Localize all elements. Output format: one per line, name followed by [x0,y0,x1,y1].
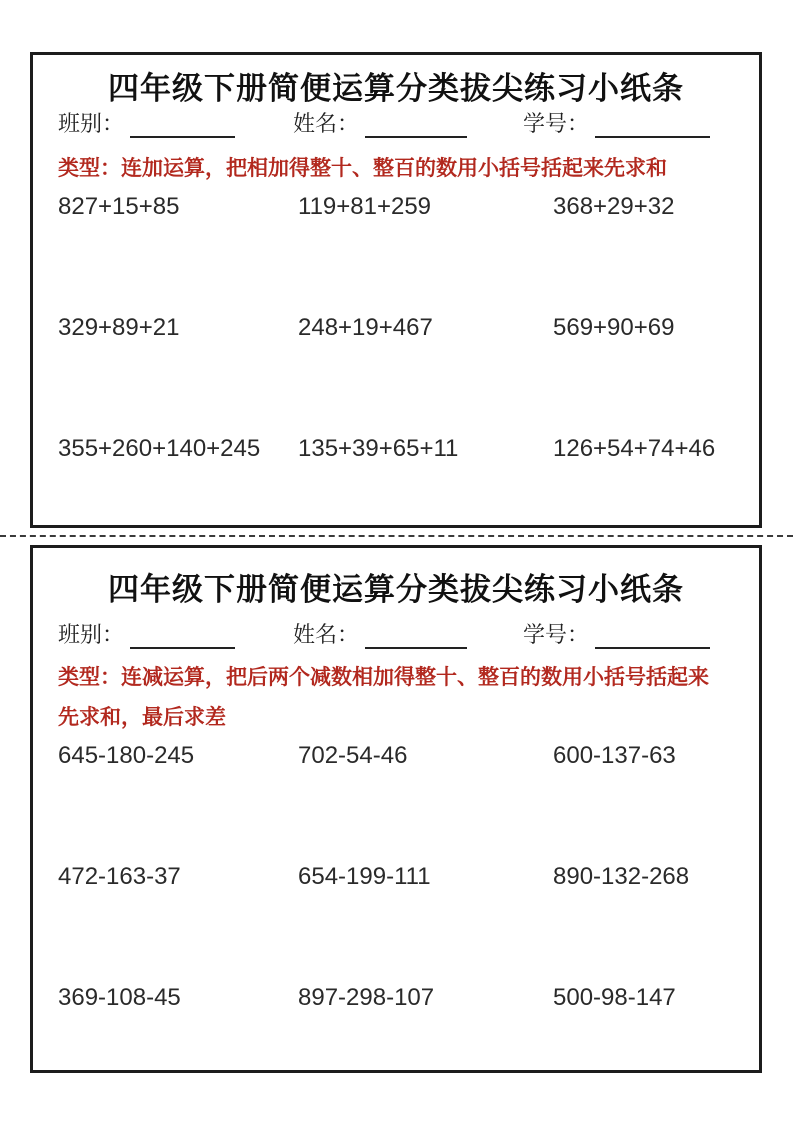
problem-cell: 600-137-63 [553,742,676,769]
class-field-label: 班别： [58,111,125,136]
problem-cell: 897-298-107 [298,984,435,1011]
type-note: 类型：连减运算，把后两个减数相加得整十、整百的数用小括号括起来先求和，最后求差 [58,666,709,729]
problem-row [33,193,759,314]
problem-cell: 569+90+69 [553,314,675,341]
name-field-label: 姓名： [293,111,360,136]
problem-row [33,314,759,435]
problem-row [33,984,759,1105]
problem-cell: 472-163-37 [58,863,181,890]
problem-cell: 329+89+21 [58,314,180,341]
problems-grid [33,193,759,556]
problem-cell: 126+54+74+46 [553,435,716,462]
problem-row [33,863,759,984]
problem-cell: 827+15+85 [58,193,180,220]
problem-cell: 119+81+259 [298,193,432,220]
problem-cell: 355+260+140+245 [58,435,261,462]
problem-cell: 368+29+32 [553,193,675,220]
student-info-row [33,618,759,652]
practice-slip-2 [30,545,762,1073]
student-number-field-blank [595,110,710,138]
name-field-blank [365,110,467,138]
class-field-blank [130,110,235,138]
name-field-label: 姓名： [293,622,360,647]
student-number-field-label: 学号： [523,111,590,136]
name-field [293,107,467,138]
type-note: 类型：连加运算，把相加得整十、整百的数用小括号括起来先求和 [58,157,667,180]
class-field [58,107,235,138]
problem-cell: 135+39+65+11 [298,435,459,462]
problem-row [33,435,759,556]
problem-row [33,742,759,863]
student-number-field-blank [595,621,710,649]
class-field-blank [130,621,235,649]
name-field [293,618,467,649]
class-field [58,618,235,649]
student-number-field-label: 学号： [523,622,590,647]
problem-cell: 702-54-46 [298,742,408,769]
cut-line [0,535,793,537]
problem-cell: 248+19+467 [298,314,433,341]
class-field-label: 班别： [58,622,125,647]
student-number-field [523,107,710,138]
problem-cell: 500-98-147 [553,984,676,1011]
student-info-row [33,107,759,141]
name-field-blank [365,621,467,649]
problems-grid [33,742,759,1105]
practice-slip-1 [30,52,762,528]
slip-title: 四年级下册简便运算分类拔尖练习小纸条 [108,71,684,106]
problem-cell: 890-132-268 [553,863,690,890]
problem-cell: 654-199-111 [298,863,431,890]
slip-title: 四年级下册简便运算分类拔尖练习小纸条 [108,572,684,607]
problem-cell: 645-180-245 [58,742,195,769]
student-number-field [523,618,710,649]
problem-cell: 369-108-45 [58,984,181,1011]
